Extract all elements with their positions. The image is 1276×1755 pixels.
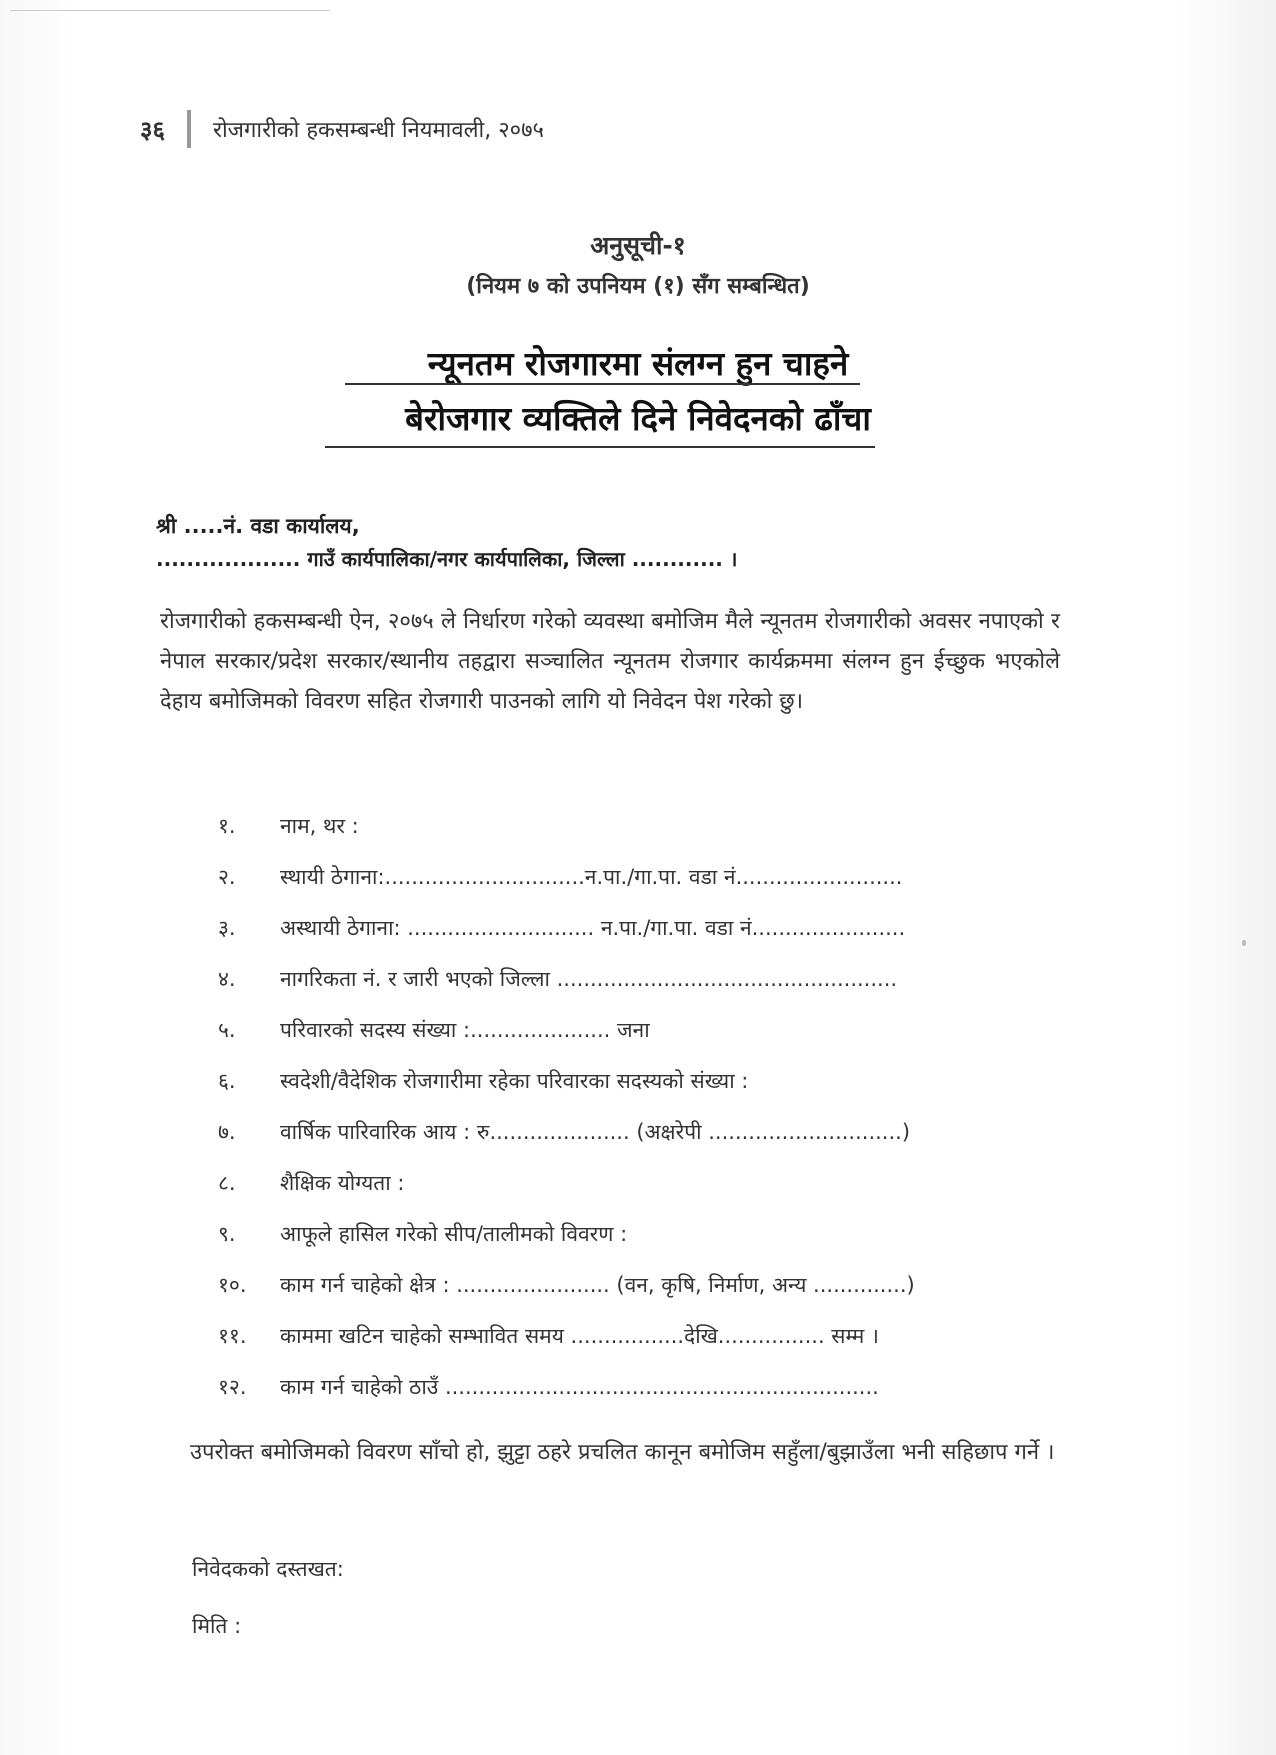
scan-speck	[1242, 940, 1246, 946]
form-title-line-2: बेरोजगार व्यक्तिले दिने निवेदनको ढाँचा	[405, 399, 871, 438]
item-text: नागरिकता नं. र जारी भएको जिल्ला ...................................................	[280, 967, 898, 991]
item-number: ११.	[218, 1324, 247, 1348]
item-text: काममा खटिन चाहेको सम्भावित समय .................देखि................ सम्म ।	[280, 1324, 879, 1348]
form-fields-list	[218, 812, 1078, 1424]
header-divider	[187, 110, 191, 148]
list-item	[218, 1220, 1078, 1271]
list-item	[218, 1373, 1078, 1424]
item-number: १०.	[218, 1273, 247, 1297]
item-number: ७.	[218, 1120, 236, 1144]
item-number: १२.	[218, 1375, 247, 1399]
item-number: १.	[218, 814, 236, 838]
item-text: नाम, थर :	[280, 814, 359, 838]
item-text: स्थायी ठेगाना:..............................न.पा./गा.पा. वडा नं.........................	[280, 865, 903, 889]
list-item	[218, 1016, 1078, 1067]
item-text: काम गर्न चाहेको क्षेत्र : ....................... (वन, कृषि, निर्माण, अन्य ..............)	[280, 1273, 915, 1297]
book-title: रोजगारीको हकसम्बन्धी नियमावली, २०७५	[212, 118, 544, 143]
list-item	[218, 1067, 1078, 1118]
item-text: आफूले हासिल गरेको सीप/तालीमको विवरण :	[280, 1222, 628, 1246]
item-number: ५.	[218, 1018, 236, 1042]
scan-edge-line	[10, 10, 330, 11]
list-item	[218, 812, 1078, 863]
item-number: ६.	[218, 1069, 236, 1093]
list-item	[218, 914, 1078, 965]
item-text: स्वदेशी/वैदेशिक रोजगारीमा रहेका परिवारका सदस्यको संख्या :	[280, 1069, 749, 1093]
address-line-1: श्री .....नं. वडा कार्यालय,	[156, 514, 360, 538]
application-body: रोजगारीको हकसम्बन्धी ऐन, २०७५ ले निर्धारण गरेको व्यवस्था बमोजिम मैले न्यूनतम रोजगारीको अवसर नपाएको र नेपाल सरकार/प्रदेश सरकार/स्थानीय तहद्वारा सञ्चालित न्यूनतम रोजगार कार्यक्रममा संलग्न हुन ईच्छुक भएकोले देहाय बमोजिमको विवरण सहित रोजगारी पाउनको लागि यो निवेदन पेश गरेको छु।	[160, 609, 1060, 714]
list-item	[218, 1169, 1078, 1220]
list-item	[218, 1118, 1078, 1169]
list-item	[218, 1322, 1078, 1373]
signature-label: निवेदकको दस्तखत:	[192, 1557, 344, 1581]
item-text: अस्थायी ठेगाना: ............................ न.पा./गा.पा. वडा नं.......................	[280, 916, 906, 940]
item-number: ४.	[218, 967, 236, 991]
item-text: वार्षिक पारिवारिक आय : रु..................... (अक्षरेपी .............................)	[280, 1120, 911, 1144]
running-header	[140, 110, 544, 148]
title-underline-2	[325, 446, 875, 448]
form-title-line-1: न्यूनतम रोजगारमा संलग्न हुन चाहने	[427, 344, 849, 383]
list-item	[218, 863, 1078, 914]
declaration-text: उपरोक्त बमोजिमको विवरण साँचो हो, झुट्टा ठहरे प्रचलित कानून बमोजिम सहुँला/बुझाउँला भनी सहिछाप गर्ने ।	[190, 1440, 1055, 1465]
item-text: परिवारको सदस्य संख्या :..................... जना	[280, 1018, 650, 1042]
item-text: शैक्षिक योग्यता :	[280, 1171, 405, 1195]
address-line-2: ................... गाउँ कार्यपालिका/नगर कार्यपालिका, जिल्ला ............ ।	[156, 547, 738, 571]
item-number: ८.	[218, 1171, 236, 1195]
list-item	[218, 1271, 1078, 1322]
item-text: काम गर्न चाहेको ठाउँ .................................................................	[280, 1375, 879, 1399]
item-number: ३.	[218, 916, 236, 940]
date-label: मिति :	[192, 1614, 242, 1638]
item-number: २.	[218, 865, 236, 889]
title-underline-1	[345, 383, 860, 385]
item-number: ९.	[218, 1222, 236, 1246]
page-number: ३६	[140, 115, 165, 144]
schedule-title: अनुसूची-१	[590, 231, 686, 260]
list-item	[218, 965, 1078, 1016]
rule-reference: (नियम ७ को उपनियम (१) सँग सम्बन्धित)	[466, 274, 810, 299]
